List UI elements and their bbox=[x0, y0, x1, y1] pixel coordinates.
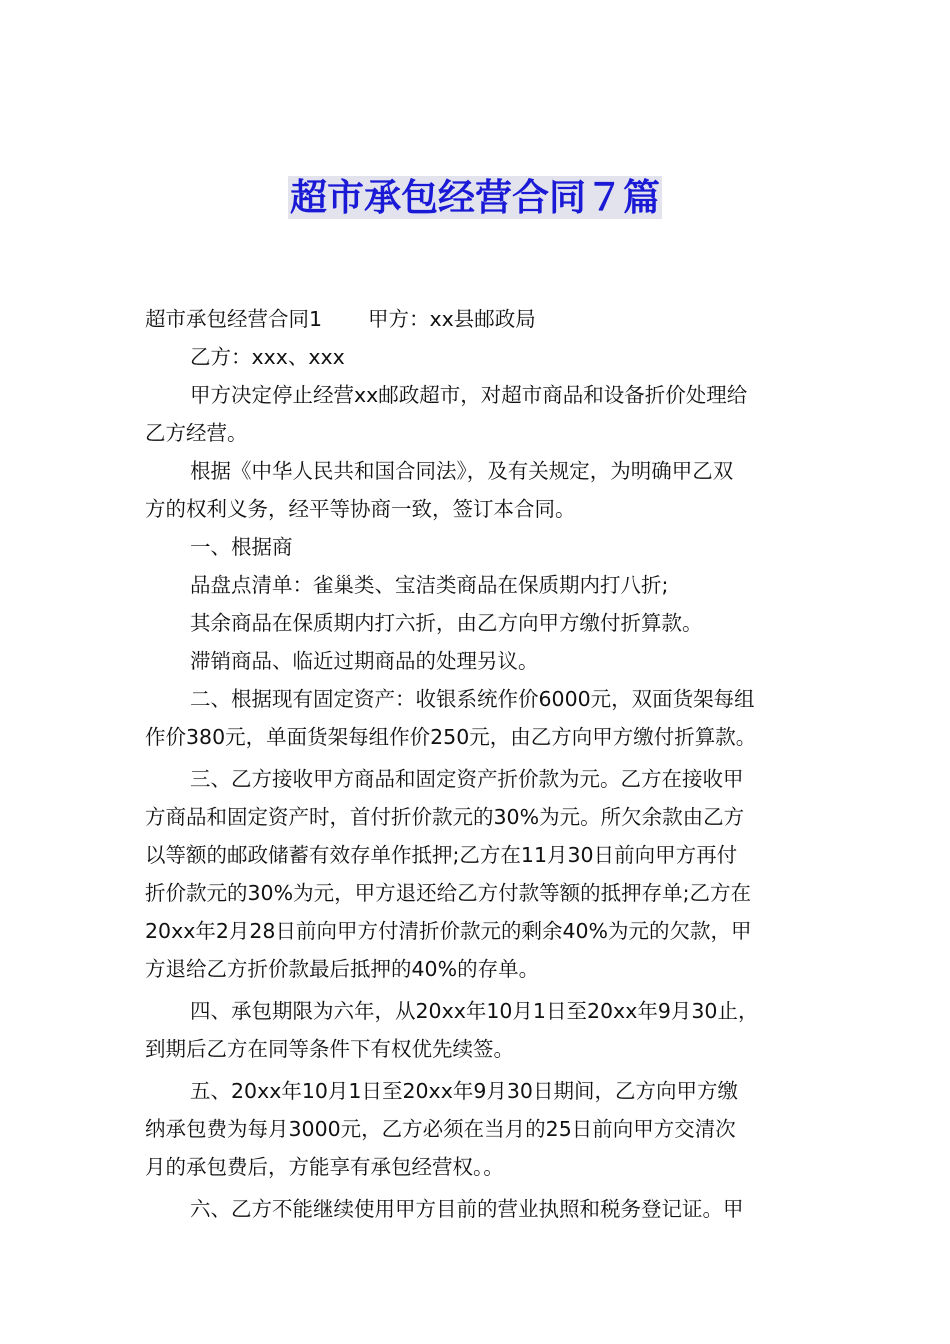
text-line: 甲方决定停止经营xx邮政超市，对超市商品和设备折价处理给 bbox=[190, 383, 748, 407]
text-line: 其余商品在保质期内打六折，由乙方向甲方缴付折算款。 bbox=[190, 611, 703, 635]
text-line: 五、20xx年10月1日至20xx年9月30日期间，乙方向甲方缴 bbox=[190, 1079, 738, 1103]
text-line: 方商品和固定资产时，首付折价款元的30%为元。所欠余款由乙方 bbox=[145, 805, 745, 829]
text-line: 以等额的邮政储蓄有效存单作抵押;乙方在11月30日前向甲方再付 bbox=[145, 843, 738, 867]
text-line: 四、承包期限为六年，从20xx年10月1日至20xx年9月30止， bbox=[190, 999, 759, 1023]
contract-heading: 超市承包经营合同1 bbox=[145, 307, 323, 331]
text-line: 滞销商品、临近过期商品的处理另议。 bbox=[190, 649, 539, 673]
text-line: 作价380元，单面货架每组作价250元，由乙方向甲方缴付折算款。 bbox=[145, 725, 757, 749]
text-line: 折价款元的30%为元，甲方退还给乙方付款等额的抵押存单;乙方在 bbox=[145, 881, 751, 905]
document-body bbox=[145, 300, 815, 1228]
text-line: 到期后乙方在同等条件下有权优先续签。 bbox=[145, 1037, 514, 1061]
text-line: 三、乙方接收甲方商品和固定资产折价款为元。乙方在接收甲 bbox=[190, 767, 744, 791]
text-line: 乙方经营。 bbox=[145, 421, 248, 445]
text-line: 乙方：xxx、xxx bbox=[190, 345, 345, 369]
title-text: 超市承包经营合同７篇 bbox=[290, 176, 660, 219]
text-line: 一、根据商 bbox=[190, 535, 293, 559]
text-line bbox=[145, 300, 815, 338]
text-line: 品盘点清单：雀巢类、宝洁类商品在保质期内打八折; bbox=[190, 573, 669, 597]
text-line: 月的承包费后，方能享有承包经营权。。 bbox=[145, 1155, 504, 1179]
text-line: 20xx年2月28日前向甲方付清折价款元的剩余40%为元的欠款，甲 bbox=[145, 919, 752, 943]
text-line: 方退给乙方折价款最后抵押的40%的存单。 bbox=[145, 957, 540, 981]
text-line: 六、乙方不能继续使用甲方目前的营业执照和税务登记证。甲 bbox=[190, 1197, 744, 1221]
party-a: 甲方：xx县邮政局 bbox=[368, 307, 536, 331]
text-line: 二、根据现有固定资产：收银系统作价6000元，双面货架每组 bbox=[190, 687, 755, 711]
text-line: 纳承包费为每月3000元，乙方必须在当月的25日前向甲方交清次 bbox=[145, 1117, 736, 1141]
text-line: 根据《中华人民共和国合同法》，及有关规定，为明确甲乙双 bbox=[190, 459, 734, 483]
text-line: 方的权利义务，经平等协商一致，签订本合同。 bbox=[145, 497, 576, 521]
document-title bbox=[0, 172, 950, 224]
